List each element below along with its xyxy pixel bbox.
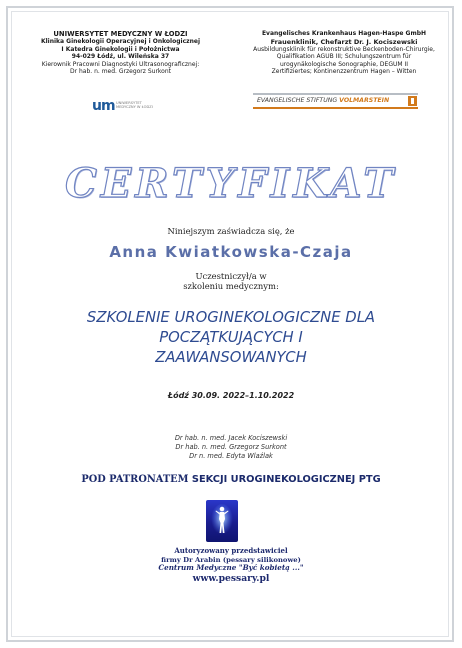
head-name: Dr hab. n. med. Grzegorz Surkont: [70, 68, 171, 76]
participated-line-2: szkoleniu medycznym:: [183, 281, 279, 291]
university-name: UNIWERSYTET MEDYCZNY W ŁODZI: [53, 30, 188, 38]
chair-name: I Katedra Ginekologii i Położnictwa: [61, 45, 180, 53]
patronage-part-1: POD PATRONATEM: [81, 474, 192, 485]
hospital-name: Evangelisches Krankenhaus Hagen-Haspe GmbH: [261, 30, 427, 37]
trainers-list: [0, 434, 462, 461]
course-line-1: SZKOLENIE UROGINEKOLOGICZNE DLA: [86, 309, 376, 326]
participated-line-1: Uczestniczył/a w: [195, 271, 267, 281]
footer-website: www.pessary.pl: [192, 572, 270, 584]
trainer-1: Dr hab. n. med. Jacek Kociszewski: [174, 434, 288, 442]
course-line-3: ZAAWANSOWANYCH: [155, 349, 307, 366]
volmarstein-logo: [253, 93, 418, 117]
trainer-3: Dr n. med. Edyta Wlaźlak: [189, 452, 273, 460]
right-header: [238, 30, 450, 76]
attest-text: Niniejszym zaświadcza się, że: [167, 226, 295, 236]
address: 94-029 Łódź, ul. Wileńska 37: [71, 53, 170, 61]
footer-line-2: firmy Dr Arabin (pessary silikonowe): [161, 555, 301, 564]
clinic-chief: Frauenklinik, Chefarzt Dr. J. Kociszewski: [270, 37, 418, 46]
logo-text: [257, 97, 389, 104]
patronage: [0, 474, 462, 485]
um-logo-mark: um: [92, 98, 115, 114]
logo-text-a: EVANGELISCHE STIFTUNG: [257, 97, 340, 104]
footer-line-1: Autoryzowany przedstawiciel: [174, 546, 288, 555]
certificate-title: CERTYFIKAT: [64, 160, 398, 207]
recipient-name: Anna Kwiatkowska-Czaja: [109, 243, 353, 261]
woman-silhouette-icon: [206, 500, 238, 542]
left-header: [18, 30, 223, 76]
footer-line-3: Centrum Medyczne "Być kobietą ...": [158, 562, 304, 572]
logo-square-icon: [408, 96, 417, 106]
head-title: Kierownik Pracowni Diagnostyki Ultrasonograficznej:: [41, 60, 200, 68]
um-logo-text: UNIWERSYTET MEDYCZNY W ŁODZI: [116, 101, 153, 110]
logo-bar-top: [253, 93, 418, 95]
trainer-2: Dr hab. n. med. Grzegorz Surkont: [175, 443, 287, 451]
clinic-name: Klinika Ginekologii Operacyjnej i Onkologicznej: [40, 38, 201, 46]
university-logo: [92, 98, 162, 118]
pessary-logo-icon: [206, 500, 238, 542]
course-dates: Łódź 30.09. 2022–1.10.2022: [167, 391, 295, 400]
logo-text-b: VOLMARSTEIN: [339, 97, 390, 104]
right-line-2: Qualifikation AGUB III; Schulungszentrum für: [276, 53, 412, 61]
course-title: [50, 308, 412, 368]
footer: [0, 547, 462, 584]
right-line-3: urogynäkologische Sonographie, DEGUM II: [280, 60, 408, 68]
logo-bar-bottom: [253, 107, 418, 109]
patronage-part-2: SEKCJI UROGINEKOLOGICZNEJ PTG: [191, 474, 381, 485]
right-line-4: Zertifiziertes; Kontinenzzentrum Hagen – Witten: [271, 68, 417, 76]
course-line-2: POCZĄTKUJĄCYCH I: [159, 329, 303, 346]
right-line-1: Ausbildungsklinik für rekonstruktive Beckenboden-Chirurgie,: [253, 45, 435, 53]
